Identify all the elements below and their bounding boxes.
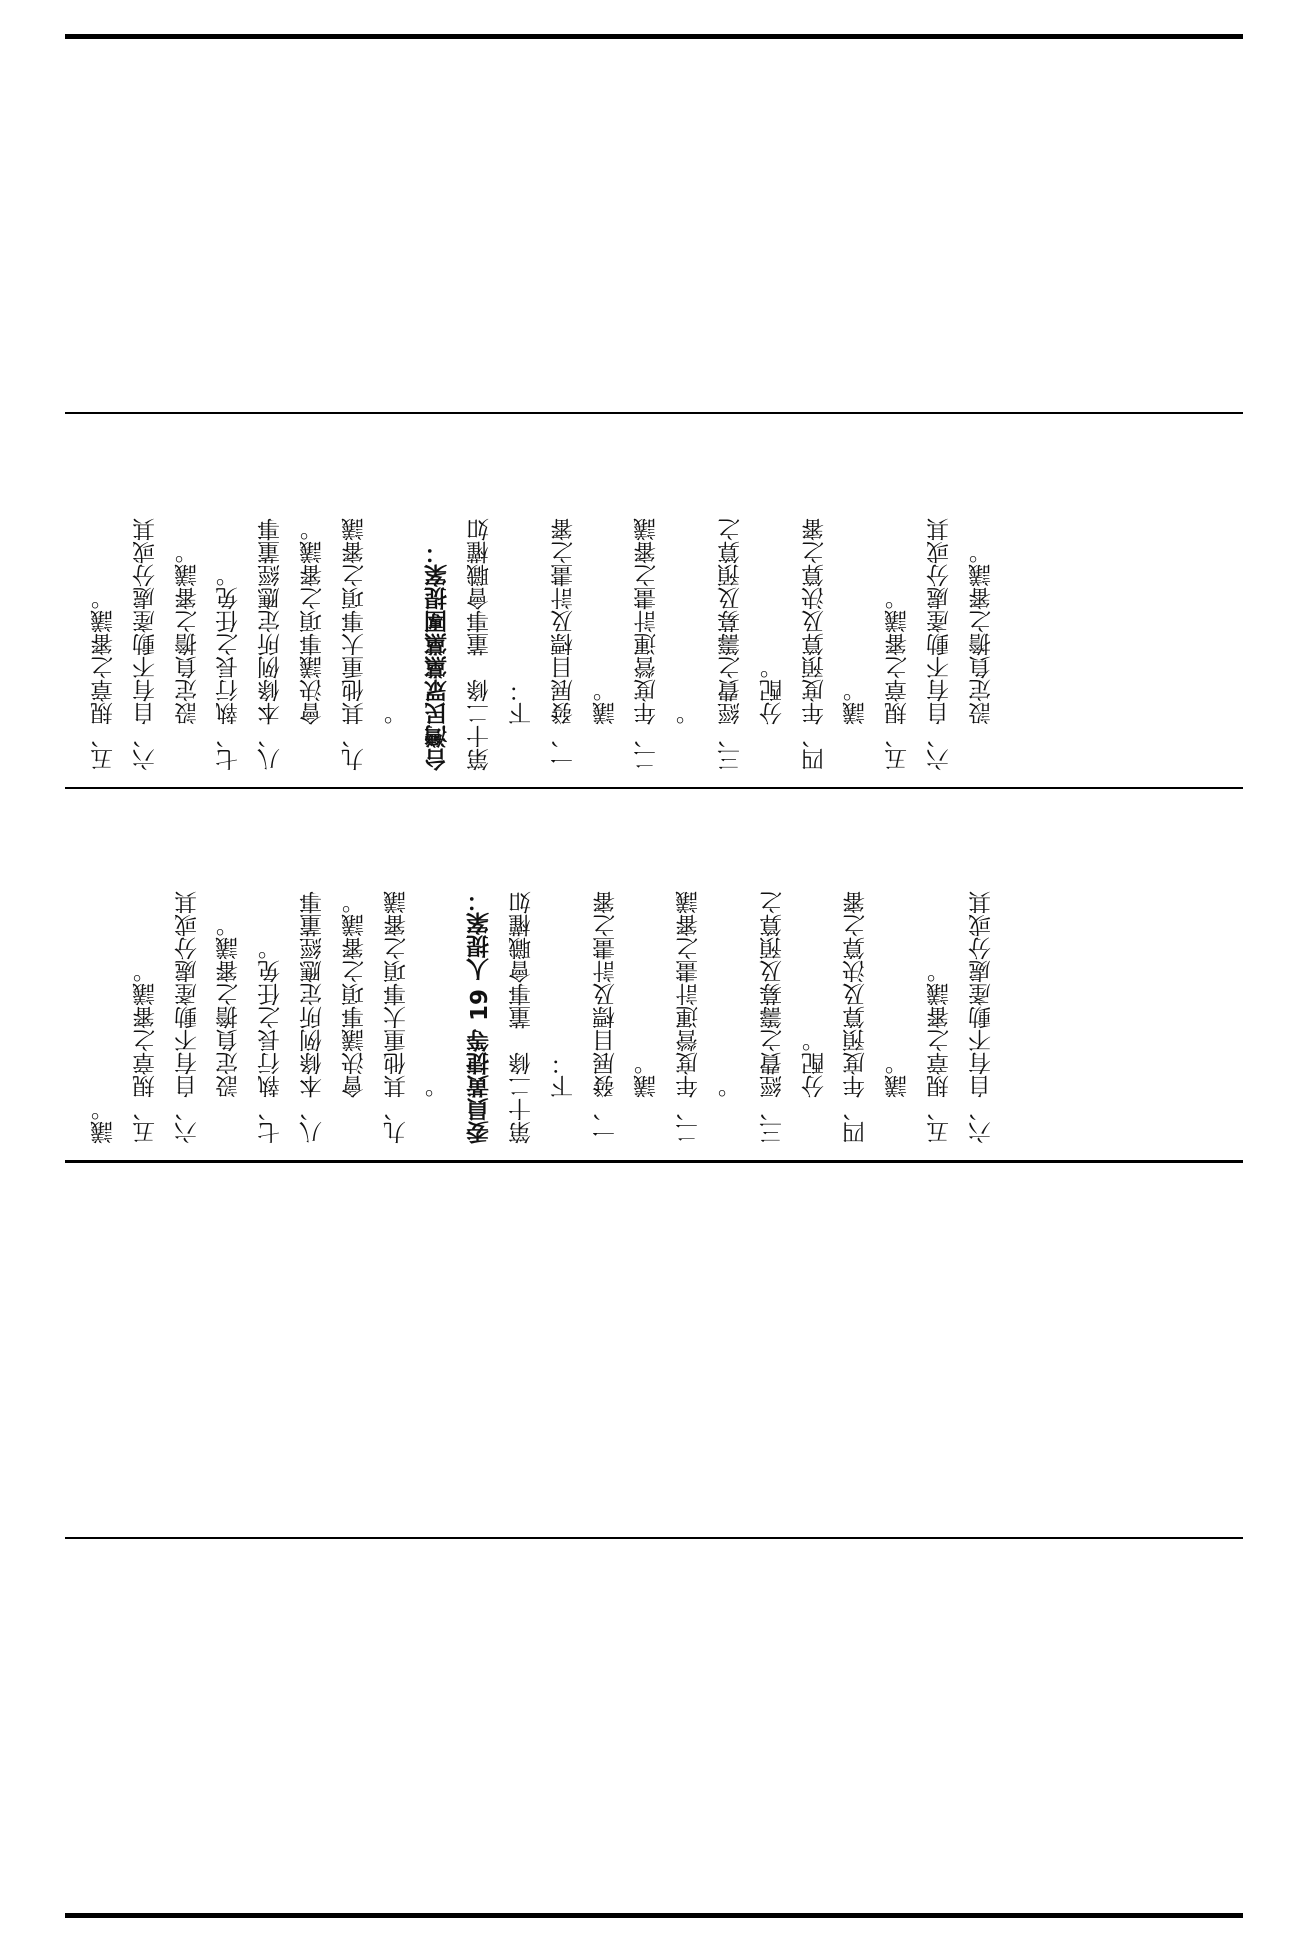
text-line: 三、經費之籌募及預算之 <box>718 518 744 771</box>
text-line: 下： <box>550 1052 577 1098</box>
divider-rule <box>65 1160 1243 1163</box>
text-line: 議。 <box>634 1052 661 1098</box>
text-line: 一、發展目標及計畫之審 <box>550 518 577 771</box>
bottom-rule <box>65 1913 1243 1918</box>
text-line: 。 <box>383 702 410 725</box>
text-line: 。 <box>425 1075 452 1098</box>
text-line: 設定負擔之審議。 <box>174 541 201 725</box>
text-line: 。 <box>676 702 703 725</box>
text-line: 。 <box>718 1075 744 1098</box>
top-rule <box>65 34 1243 39</box>
text-line: 二、年度營運計畫之審議 <box>676 891 703 1144</box>
text-line: 五、規章之審議。 <box>132 960 159 1144</box>
text-line: 四、年度預算及決算之審 <box>801 518 828 771</box>
text-line: 議。 <box>843 679 870 725</box>
text-line: 議。 <box>91 1098 117 1144</box>
text-line: 二、年度營運計畫之審議 <box>634 518 661 771</box>
text-line: 分配。 <box>801 1029 828 1098</box>
text-line: 五、規章之審議。 <box>91 587 117 771</box>
text-line: 九、其他重大事項之審議 <box>383 891 410 1144</box>
text-line: 六、自有不動產處分或其 <box>968 891 995 1144</box>
text-line: 設定負擔之審議。 <box>216 914 243 1098</box>
text-band-lower <box>65 789 1243 1160</box>
text-line: 一、發展目標及計畫之審 <box>592 891 619 1144</box>
text-line: 五、規章之審議。 <box>885 587 912 771</box>
text-line: 六、自有不動產處分或其 <box>132 518 159 771</box>
text-line: 下： <box>509 679 535 725</box>
text-line: 八、本條例所定應經董事 <box>258 518 285 771</box>
text-line: 七、執行長之任免。 <box>258 937 285 1144</box>
text-line: 六、自有不動產處分或其 <box>174 891 201 1144</box>
text-line: 七、執行長之任免。 <box>216 564 243 771</box>
text-line: 第十二條 董事會職權如 <box>467 518 494 771</box>
text-line: 五、規章之審議。 <box>927 960 953 1144</box>
text-band-upper <box>65 414 1243 787</box>
text-line: 會決議事項之審議。 <box>341 891 368 1098</box>
text-line: 分配。 <box>759 656 786 725</box>
text-line: 第十二條 董事會職權如 <box>509 891 535 1144</box>
text-line: 議。 <box>592 679 619 725</box>
text-line: 議。 <box>885 1052 912 1098</box>
text-line: 四、年度預算及決算之審 <box>843 891 870 1144</box>
text-line: 八、本條例所定應經董事 <box>300 891 326 1144</box>
text-line: 九、其他重大事項之審議 <box>341 518 368 771</box>
proposal-heading: 台灣民眾黨黨團提案： <box>425 541 452 771</box>
proposal-heading: 委員黃捷等 19 人提案： <box>467 888 494 1144</box>
divider-rule <box>65 1537 1243 1539</box>
text-line: 會決議事項之審議。 <box>300 518 326 725</box>
text-line: 三、經費之籌募及預算之 <box>759 891 786 1144</box>
text-line: 六、自有不動產處分或其 <box>927 518 953 771</box>
text-line: 設定負擔之審議。 <box>968 541 995 725</box>
